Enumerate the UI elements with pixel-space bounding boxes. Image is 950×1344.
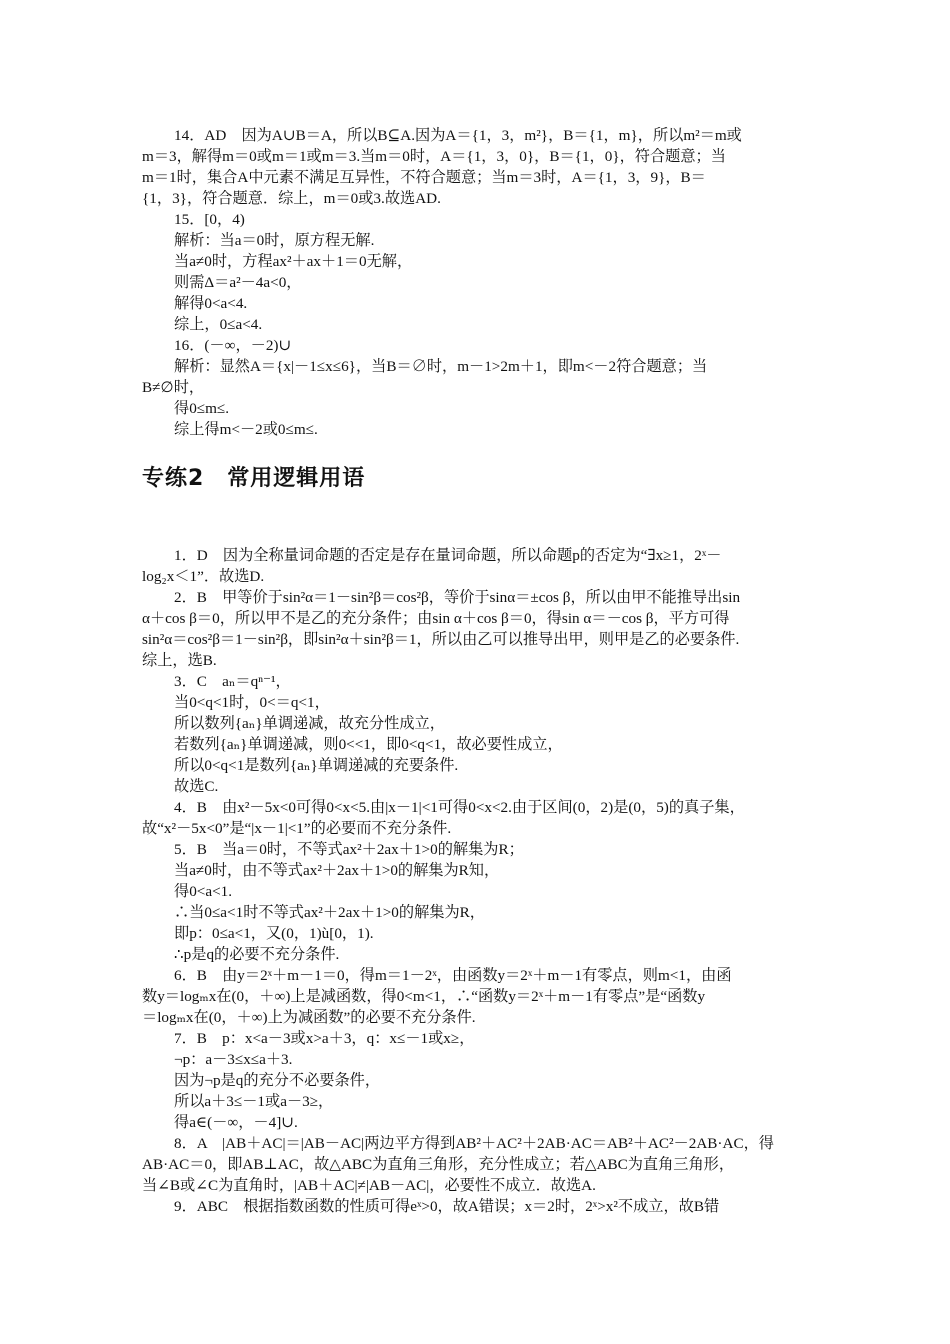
answer-5-line: 即p：0≤a<1，又(0，1)ù[0，1). — [174, 925, 374, 942]
answer-7-line: 得a∈(－∞，－4]∪. — [174, 1114, 298, 1131]
answer-3-line: 3．C aₙ＝qⁿ⁻¹， — [174, 673, 291, 690]
answer-2-line: 综上，选B. — [142, 652, 217, 669]
answer-4-line: 4．B 由x²－5x<0可得0<x<5.由|x－1|<1可得0<x<2.由于区间(0，2)是(0，5)的真子集， — [174, 799, 745, 816]
answer-3-line: 故选C. — [174, 778, 219, 795]
answer-16-line: 16．(－∞，－2)∪ — [174, 337, 292, 354]
answer-7-line: 因为¬p是q的充分不必要条件， — [174, 1072, 381, 1089]
answer-16-line: 得0≤m≤. — [174, 400, 230, 417]
answer-7-line: 所以a＋3≤－1或a－3≥， — [174, 1093, 334, 1110]
answer-6-line: ＝logₘx在(0，＋∞)上为减函数”的必要不充分条件. — [142, 1009, 476, 1026]
answer-15-line: 则需Δ＝a²－4a<0， — [174, 274, 302, 291]
answer-5-line: 5．B 当a＝0时，不等式ax²＋2ax＋1>0的解集为R； — [174, 841, 524, 858]
answer-14-line: m＝3，解得m＝0或m＝1或m＝3.当m＝0时，A＝{1，3，0}，B＝{1，0}，符合题意；当 — [142, 148, 726, 165]
answer-3-line: 当0<q<1时，0<＝q<1， — [174, 694, 330, 711]
answer-6-line: 6．B 由y＝2ˣ＋m－1＝0，得m＝1－2ˣ，由函数y＝2ˣ＋m－1有零点，则m<1，由函 — [174, 967, 732, 984]
answer-8-line: AB·AC＝0，即AB⊥AC，故△ABC为直角三角形，充分性成立；若△ABC为直角三角形， — [142, 1156, 735, 1173]
answer-14-line: {1，3}，符合题意．综上，m＝0或3.故选AD. — [142, 190, 441, 207]
answer-2-line: 2．B 甲等价于sin²α＝1－sin²β＝cos²β，等价于sinα＝±cos β，所以由甲不能推导出sin — [174, 589, 741, 606]
answer-3-line: 所以0<q<1是数列{aₙ}单调递减的充要条件. — [174, 757, 459, 774]
answer-8-line: 当∠B或∠C为直角时，|AB＋AC|≠|AB－AC|，必要性不成立．故选A. — [142, 1177, 596, 1194]
answer-2-line: α＋cos β＝0，所以甲不是乙的充分条件；由sin α＋cos β＝0，得sin α＝－cos β，平方可得 — [142, 610, 730, 627]
answer-16-line: 综上得m<－2或0≤m≤. — [174, 421, 318, 438]
answer-5-line: ∴当0≤a<1时不等式ax²＋2ax＋1>0的解集为R， — [174, 904, 485, 921]
answer-15-line: 综上，0≤a<4. — [174, 316, 263, 333]
answer-8-line: 8．A |AB＋AC|＝|AB－AC|两边平方得到AB²＋AC²＋2AB·AC＝AB²＋AC²－2AB·AC，得 — [174, 1135, 774, 1152]
answer-5-line: ∴p是q的必要不充分条件. — [174, 946, 340, 963]
answer-1-line: log₂x＜1”．故选D. — [142, 568, 265, 585]
answer-14-line: m＝1时，集合A中元素不满足互异性，不符合题意；当m＝3时，A＝{1，3，9}，B＝ — [142, 169, 706, 186]
answer-7-line: 7．B p：x<a－3或x>a＋3，q：x≤－1或x≥， — [174, 1030, 475, 1047]
answer-15-line: 解析：当a＝0时，原方程无解. — [174, 232, 375, 249]
answer-16-line: B≠∅时， — [142, 379, 205, 396]
answer-5-line: 得0<a<1. — [174, 883, 233, 900]
answer-4-line: 故“x²－5x<0”是“|x－1|<1”的必要而不充分条件. — [142, 820, 452, 837]
answer-3-line: 若数列{aₙ}单调递减，则0<<1，即0<q<1，故必要性成立， — [174, 736, 563, 753]
answer-7-line: ¬p：a－3≤x≤a＋3. — [174, 1051, 293, 1068]
answer-2-line: sin²α＝cos²β＝1－sin²β，即sin²α＋sin²β＝1，所以由乙可以推导出甲，则甲是乙的必要条件. — [142, 631, 740, 648]
answer-15-line: 当a≠0时，方程ax²＋ax＋1＝0无解， — [174, 253, 413, 270]
answer-1-line: 1．D 因为全称量词命题的否定是存在量词命题，所以命题p的否定为“∃x≥1，2ˣ－ — [174, 547, 722, 564]
answer-6-line: 数y＝logₘx在(0，＋∞)上是减函数，得0<m<1，∴“函数y＝2ˣ＋m－1有零点”是“函数y — [142, 988, 706, 1005]
answer-16-line: 解析：显然A＝{x|－1≤x≤6}，当B＝∅时，m－1>2m＋1，即m<－2符合题意；当 — [174, 358, 708, 375]
answer-15-line: 15．[0，4) — [174, 211, 245, 228]
answer-5-line: 当a≠0时，由不等式ax²＋2ax＋1>0的解集为R知， — [174, 862, 500, 879]
answer-3-line: 所以数列{aₙ}单调递减，故充分性成立， — [174, 715, 445, 732]
answer-14-line: 14．AD 因为A∪B＝A，所以B⊆A.因为A＝{1，3，m²}，B＝{1，m}，所以m²＝m或 — [174, 127, 742, 144]
answer-15-line: 解得0<a<4. — [174, 295, 248, 312]
section-title: 专练2 常用逻辑用语 — [142, 466, 366, 491]
answer-9-line: 9．ABC 根据指数函数的性质可得eˣ>0，故A错误；x＝2时，2ˣ>x²不成立，故B错 — [174, 1198, 720, 1215]
